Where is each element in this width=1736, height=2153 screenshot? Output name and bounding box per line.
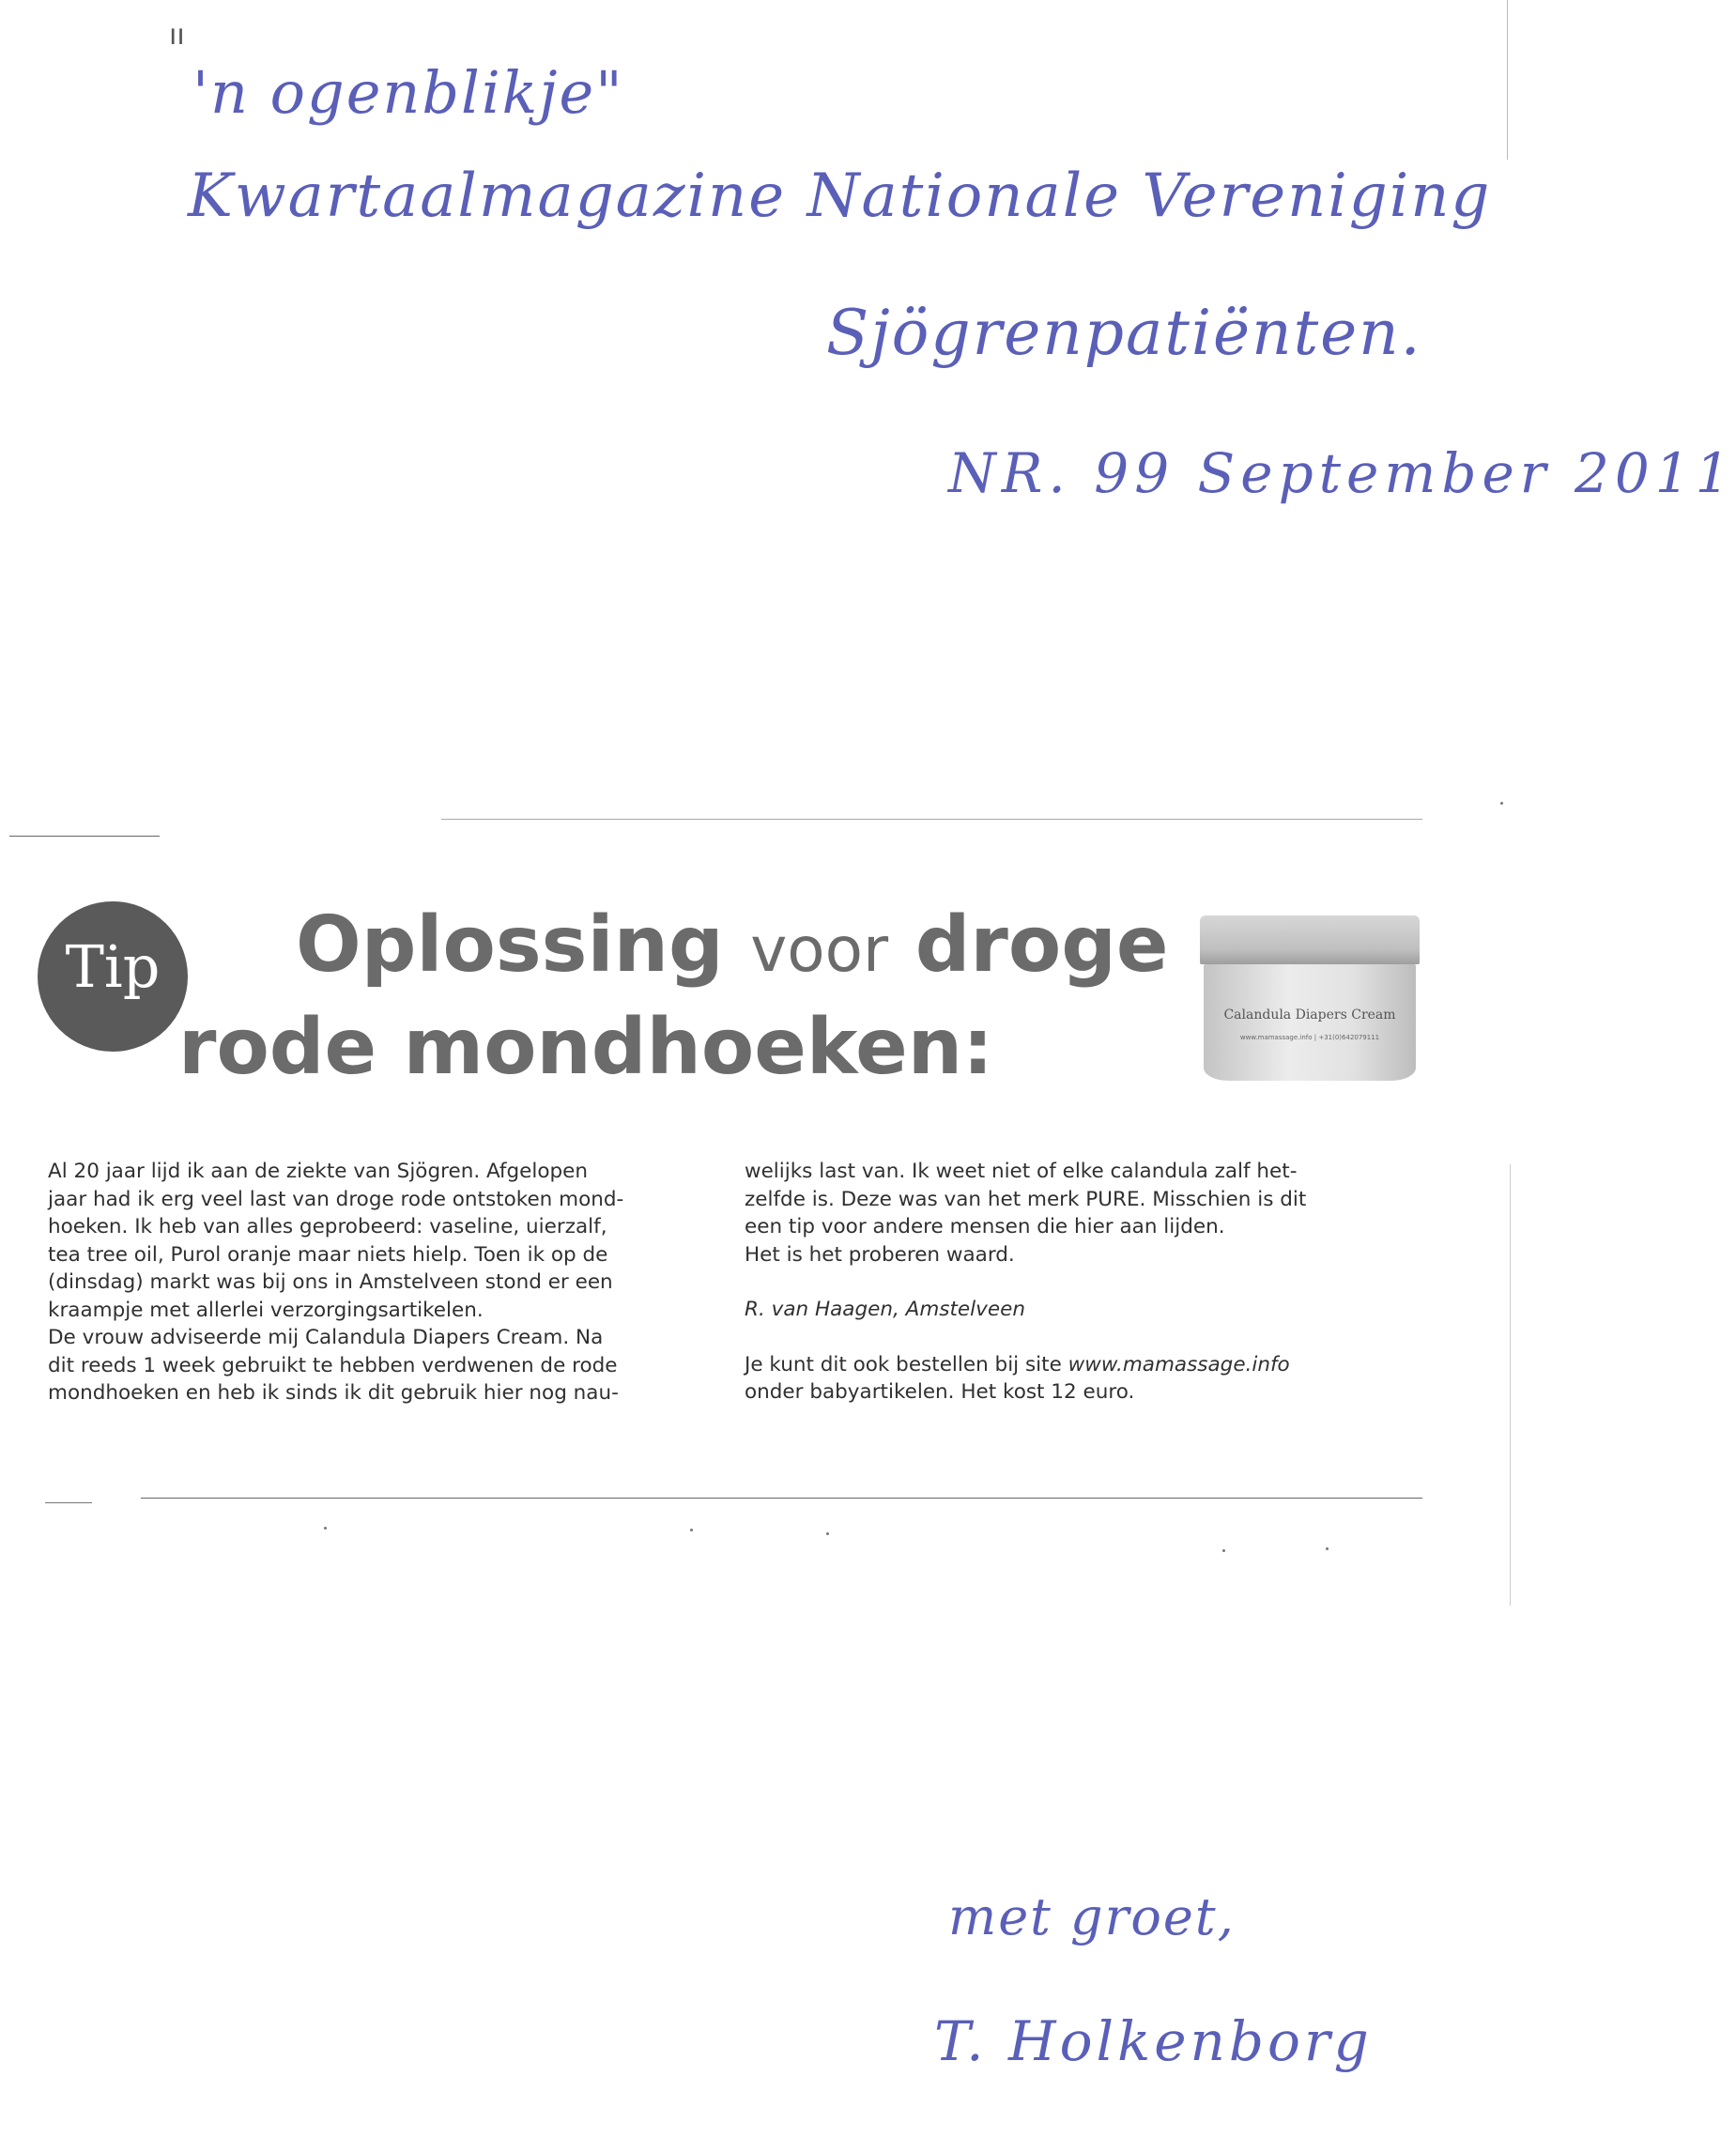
article-line: welijks last van. Ik weet niet of elke calandula zalf het- (745, 1160, 1298, 1183)
scan-speck (1222, 1549, 1225, 1552)
order-info-line-2: onder babyartikelen. Het kost 12 euro. (745, 1380, 1135, 1404)
article-line: De vrouw adviseerde mij Calandula Diapers Cream. Na (48, 1326, 604, 1349)
article-line: jaar had ik erg veel last van droge rode ontstoken mond- (48, 1187, 624, 1211)
headline-line-2: rode mondhoeken: (178, 1003, 993, 1092)
signature-name: T. Holkenborg (934, 2009, 1373, 2073)
headline-word: Oplossing (296, 900, 724, 990)
jar-body (1204, 964, 1416, 1081)
article-line: een tip voor andere mensen die hier aan lijden. (745, 1215, 1225, 1238)
scan-speck (690, 1529, 693, 1531)
tip-badge-label: Tip (65, 932, 161, 1001)
order-text: Je kunt dit ook bestellen bij site (745, 1352, 1068, 1376)
handwritten-association: Sjögrenpatiënten. (826, 297, 1422, 369)
clipping-bottom-border (45, 1502, 92, 1503)
scan-edge-line (1507, 0, 1508, 160)
scan-speck (1500, 802, 1503, 805)
jar-lid (1200, 915, 1420, 964)
scan-edge-line (1510, 1164, 1511, 1606)
article-line: hoeken. Ik heb van alles geprobeerd: vaseline, uierzalf, (48, 1215, 607, 1238)
article-left-column (48, 1158, 696, 1407)
article-line: Al 20 jaar lijd ik aan de ziekte van Sjögren. Afgelopen (48, 1160, 588, 1183)
handwritten-title: 'n ogenblikje" (192, 58, 624, 127)
clipping-top-border (441, 819, 1422, 820)
signature-greeting: met groet, (948, 1887, 1236, 1946)
scan-speck (826, 1532, 829, 1535)
article-line: zelfde is. Deze was van het merk PURE. Misschien is dit (745, 1187, 1307, 1211)
scan-speck (1326, 1547, 1329, 1550)
order-url: www.mamassage.info (1068, 1352, 1290, 1376)
handwritten-magazine: Kwartaalmagazine Nationale Vereniging (188, 161, 1492, 231)
headline-word: voor (750, 914, 889, 986)
article-line: tea tree oil, Purol oranje maar niets hielp. Toen ik op de (48, 1242, 608, 1267)
jar-label-sub: www.mamassage.info | +31(0)642079111 (1239, 1034, 1380, 1041)
scan-speck (324, 1527, 327, 1530)
product-jar-image (1200, 915, 1420, 1094)
headline-line-1 (178, 897, 1169, 999)
article-right-column (745, 1158, 1411, 1407)
article-line: kraampje met allerlei verzorgingsartikelen. (48, 1298, 484, 1322)
clipping-top-border (9, 836, 160, 837)
handwritten-issue: NR. 99 September 2011 (948, 441, 1736, 505)
clipping-bottom-border (141, 1498, 1422, 1499)
article-line: dit reeds 1 week gebruikt te hebben verdwenen de rode (48, 1353, 618, 1377)
article-line: (dinsdag) markt was bij ons in Amstelveen stond er een (48, 1270, 613, 1294)
order-info (745, 1351, 1411, 1379)
article-line: Het is het proberen waard. (745, 1242, 1015, 1267)
headline-word: droge (914, 900, 1169, 990)
article-line: mondhoeken en heb ik sinds ik dit gebruik hier nog nau- (48, 1381, 619, 1405)
article-author: R. van Haagen, Amstelveen (745, 1298, 1025, 1321)
ink-tick-mark: ıı (169, 19, 185, 52)
jar-label: Calandula Diapers Cream (1223, 1007, 1396, 1023)
article-headline (178, 897, 1169, 1097)
